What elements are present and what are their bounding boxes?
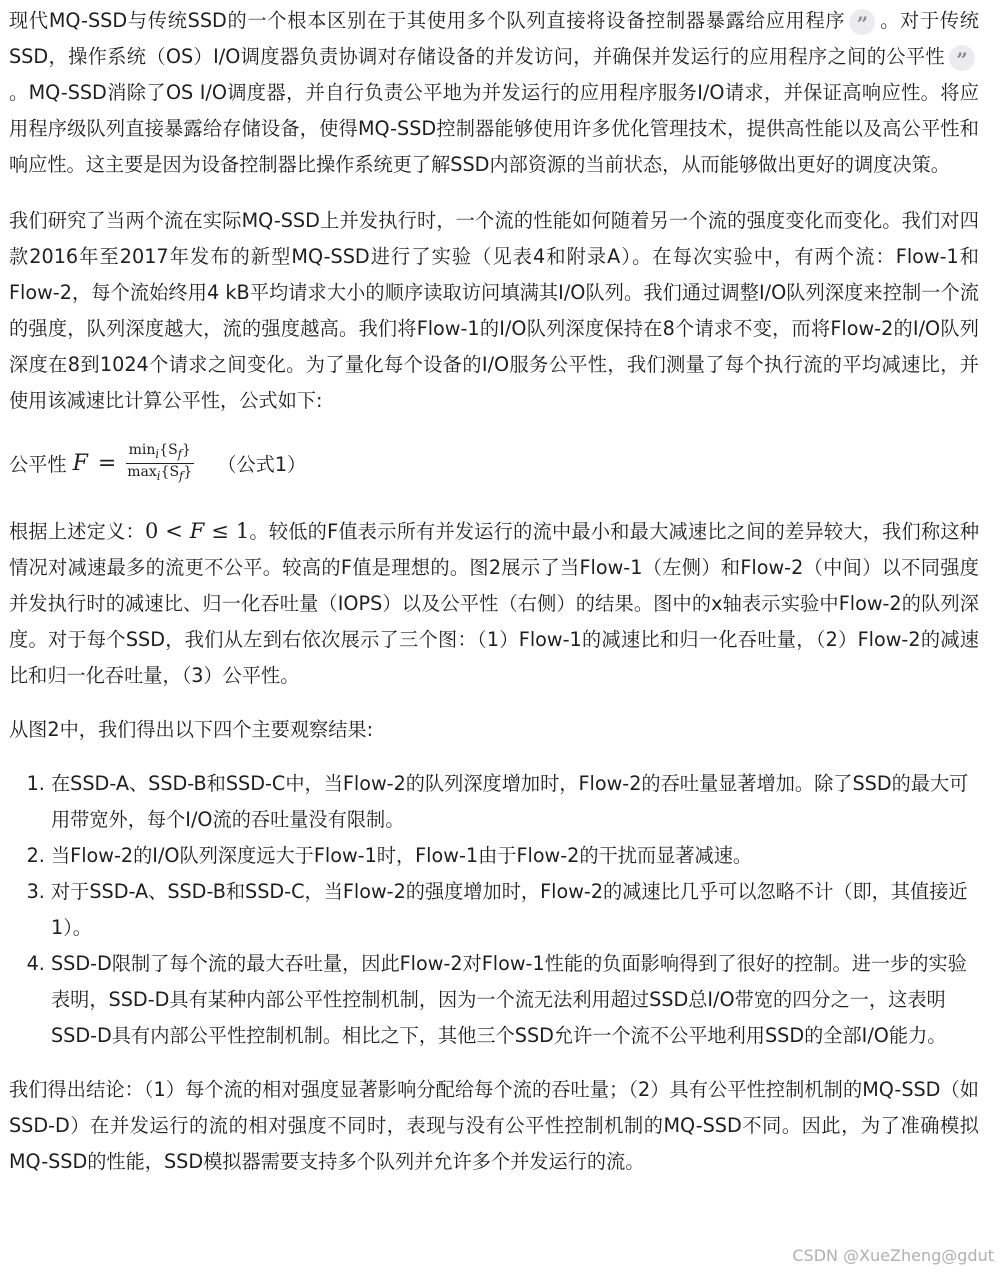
paragraph-observations-intro: 从图2中，我们得出以下四个主要观察结果: xyxy=(9,718,374,741)
paragraph-definition-part-2: 。较低的F值表示所有并发运行的流中最小和最大减速比之间的差异较大，我们称这种情况对减速最多的流更不公平。较高的F值是理想的。图2展示了当Flow-1（左侧）和Flow-2（中间）以不同强度并发执行时的减速比、归一化吞吐量（IOPS）以及公平性（右侧）的结果。图中的x轴表示实验中Flow-2的队列深度。对于每个SSD，我们从左到右依次展示了三个图：（1）Flow-1的减速比和归一化吞吐量，（2）Flow-2的减速比和归一化吞吐量，（3）公平性。 xyxy=(9,520,980,687)
formula-sub-i: i xyxy=(156,468,161,483)
paragraph-intro xyxy=(9,3,979,183)
paragraph-experiment: 我们研究了当两个流在实际MQ-SSD上并发执行时，一个流的性能如何随着另一个流的强度变化而变化。我们对四款2016年至2017年发布的新型MQ-SSD进行了实验（见表4和附录A）。在每次实验中，有两个流：Flow-1和Flow-2，每个流始终用4 kB平均请求大小的顺序读取访问填满其I/O队列。我们通过调整I/O队列深度来控制一个流的强度，队列深度越大，流的强度越高。我们将Flow-1的I/O队列深度保持在8个请求不变，而将Flow-2的I/O队列深度在8到1024个请求之间变化。为了量化每个设备的I/O服务公平性，我们测量了每个执行流的平均减速比，并使用该减速比计算公平性，公式如下: xyxy=(9,209,979,412)
math-lt: < xyxy=(165,519,183,543)
math-le: ≤ xyxy=(211,519,229,543)
formula-set-open: {S xyxy=(160,463,180,480)
list-item: 1. 在SSD-A、SSD-B和SSD-C中，当Flow-2的队列深度增加时，Flow-2的吞吐量显著增加。除了SSD的最大可用带宽外，每个I/O流的吞吐量没有限制。 xyxy=(51,766,979,838)
formula-sub-f: f xyxy=(177,446,182,461)
formula-sub-f: f xyxy=(179,468,184,483)
formula-fraction xyxy=(124,442,195,485)
paragraph-definition xyxy=(9,513,979,694)
formula-min: min xyxy=(128,441,156,458)
formula-numerator xyxy=(126,442,194,464)
paragraph-intro-part-2: 。对于传统SSD，操作系统（OS）I/O调度器负责协调对存储设备的并发访问，并确保并发运行的应用程序之间的公平性 xyxy=(9,9,979,68)
citation-quote-icon[interactable]: ” xyxy=(949,45,975,71)
formula-max: max xyxy=(127,463,157,480)
list-item: 2. 当Flow-2的I/O队列深度远大于Flow-1时，Flow-1由于Flow-2的干扰而显著减速。 xyxy=(51,838,979,874)
watermark: CSDN @XueZheng@gdut xyxy=(792,1246,994,1265)
formula-sub-i: i xyxy=(155,446,160,461)
formula-set-close: } xyxy=(181,441,191,458)
math-one: 1 xyxy=(235,519,250,543)
list-item: 3. 对于SSD-A、SSD-B和SSD-C，当Flow-2的强度增加时，Flow-2的减速比几乎可以忽略不计（即，其值接近1）。 xyxy=(51,874,979,946)
paragraph-intro-part-3: 。MQ-SSD消除了OS I/O调度器，并自行负责公平地为并发运行的应用程序服务I/O请求，并保证高响应性。将应用程序级队列直接暴露给存储设备，使得MQ-SSD控制器能够使用许多优化管理技术，提供高性能以及高公平性和响应性。这主要是因为设备控制器比操作系统更了解SSD内部资源的当前状态，从而能够做出更好的调度决策。 xyxy=(9,81,979,176)
math-zero: 0 xyxy=(144,519,159,543)
paragraph-conclusion: 我们得出结论：（1）每个流的相对强度显著影响分配给每个流的吞吐量；（2）具有公平性控制机制的MQ-SSD（如SSD-D）在并发运行的流的相对强度不同时，表现与没有公平性控制机制的MQ-SSD不同。因此，为了准确模拟MQ-SSD的性能，SSD模拟器需要支持多个队列并允许多个并发运行的流。 xyxy=(9,1078,979,1173)
formula-equals: = xyxy=(97,450,117,476)
formula-label: 公平性 xyxy=(9,452,67,476)
fairness-formula xyxy=(9,439,979,487)
citation-quote-icon[interactable]: ” xyxy=(849,9,875,35)
article-body xyxy=(9,3,979,1180)
formula-denominator xyxy=(124,464,195,485)
formula-tag: （公式1） xyxy=(217,452,307,476)
observations-list xyxy=(9,766,979,1054)
list-item: 4. SSD-D限制了每个流的最大吞吐量，因此Flow-2对Flow-1性能的负面影响得到了很好的控制。进一步的实验表明，SSD-D具有某种内部公平性控制机制，因为一个流无法利用超过SSD总I/O带宽的四分之一，这表明SSD-D具有内部公平性控制机制。相比之下，其他三个SSD允许一个流不公平地利用SSD的全部I/O能力。 xyxy=(51,946,979,1054)
paragraph-intro-part-1: 现代MQ-SSD与传统SSD的一个根本区别在于其使用多个队列直接将设备控制器暴露给应用程序 xyxy=(9,9,846,32)
inline-math-range xyxy=(145,519,249,543)
math-var-f: F xyxy=(189,519,205,543)
formula-set-open: {S xyxy=(159,441,178,458)
formula-lhs: F xyxy=(72,450,88,476)
paragraph-definition-part-1: 根据上述定义： xyxy=(9,520,145,543)
formula-set-close: } xyxy=(183,463,193,480)
